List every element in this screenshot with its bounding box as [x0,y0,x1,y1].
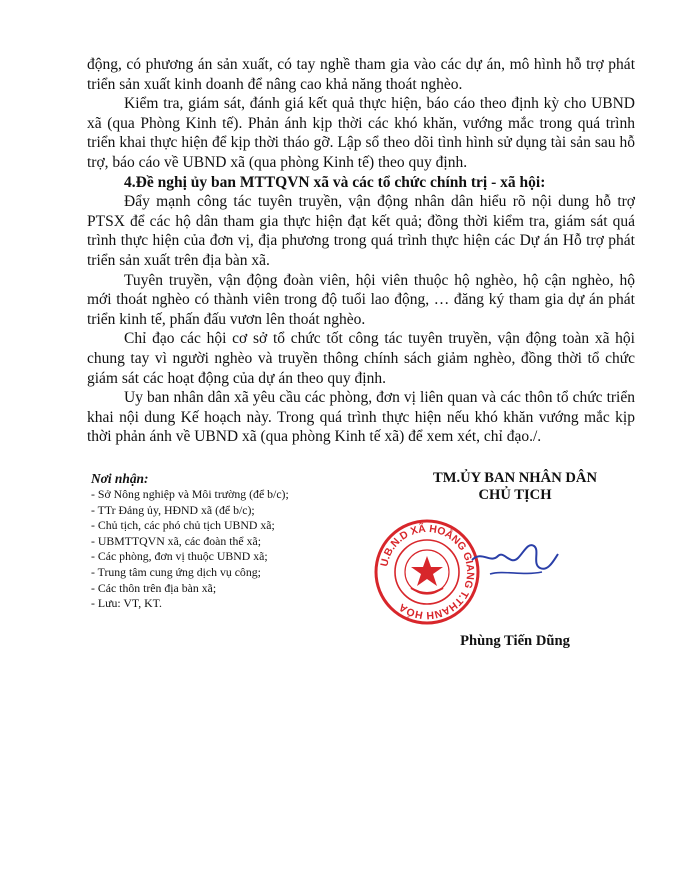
paragraph-propaganda: Đẩy mạnh công tác tuyên truyền, vận động nhân dân hiểu rõ nội dung hỗ trợ PTSX để các hộ dân tham gia thực hiện đạt kết quả; đồng thời kiểm tra, giám sát quá trình thực hiện của đơn vị, địa phương trong quá trình thực hiện các Dự án Hỗ trợ phát triển sản xuất trên địa bàn xã. [87,193,635,269]
recipient-item: - Các thôn trên địa bàn xã; [91,580,217,595]
paragraph-request: Uy ban nhân dân xã yêu cầu các phòng, đơn vị liên quan và các thôn tổ chức triển khai nội dung Kế hoạch này. Trong quá trình thực hiện nếu khó khăn vướng mắc kịp thời phản ánh về UBND xã (qua phòng Kinh tế xã) để xem xét, chỉ đạo./. [87,389,635,446]
recipient-item: - TTr Đảng ủy, HĐND xã (để b/c); [91,502,255,517]
body-text [87,55,635,447]
seal-text: U.B.N.D XÃ HOẰNG GIANG T.THANH HÓA [378,522,477,622]
signer-name: Phùng Tiến Dũng [460,633,570,649]
signature-role: CHỦ TỊCH [478,487,552,503]
recipient-item: - Trung tâm cung ứng dịch vụ công; [91,564,261,579]
signature-org: TM.ỦY BAN NHÂN DÂN [432,470,598,486]
recipient-item: - Lưu: VT, KT. [91,596,162,611]
recipient-item: - Chủ tịch, các phó chủ tịch UBND xã; [91,518,275,533]
paragraph-monitoring: Kiểm tra, giám sát, đánh giá kết quả thực hiện, báo cáo theo định kỳ cho UBND xã (qua Phòng Kinh tế). Phản ánh kịp thời các khó khăn, vướng mắc trong quá trình triển khai thực hiện để kịp thời tháo gỡ. Lập sổ theo dõi tình hình sử dụng tài sản sau hỗ trợ, báo cáo về UBND xã (qua phòng Kinh tế) theo quy định. [87,95,635,171]
recipient-item: - Các phòng, đơn vị thuộc UBND xã; [91,549,268,564]
recipients-title: Nơi nhận: [91,471,149,486]
handwritten-signature-icon [470,530,560,590]
signature-header [400,470,630,504]
recipient-item: - UBMTTQVN xã, các đoàn thể xã; [91,533,262,548]
paragraph-continuation: động, có phương án sản xuất, có tay nghề tham gia vào các dự án, mô hình hỗ trợ phát triển sản xuất kinh doanh để nâng cao khả năng thoát nghèo. [87,56,635,93]
recipients-list [91,487,381,612]
recipients-block [91,470,381,612]
paragraph-mobilize: Tuyên truyền, vận động đoàn viên, hội viên thuộc hộ nghèo, hộ cận nghèo, hộ mới thoát nghèo có thành viên trong độ tuổi lao động, … đăng ký tham gia dự án phát triển kinh tế, phấn đấu vươn lên thoát nghèo. [87,271,635,328]
section-heading-4: 4.Đề nghị ủy ban MTTQVN xã và các tổ chức chính trị - xã hội: [124,173,546,191]
recipient-item: - Sở Nông nghiệp và Môi trường (để b/c); [91,487,289,501]
paragraph-direct: Chỉ đạo các hội cơ sở tổ chức tốt công tác tuyên truyền, vận động toàn xã hội chung tay vì người nghèo và truyền thông chính sách giảm nghèo, đồng thời tổ chức giám sát các hoạt động của dự án theo quy định. [87,330,635,387]
official-seal-icon [373,518,481,626]
